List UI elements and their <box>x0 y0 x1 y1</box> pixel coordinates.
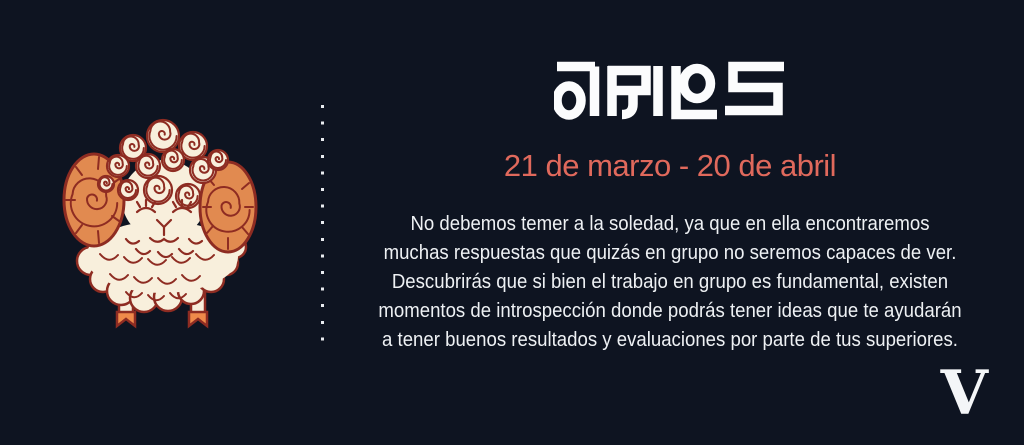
horoscope-line: a tener buenos resultados y evaluaciones por parte de tus superiores. <box>382 329 958 351</box>
horoscope-line: muchas respuestas que quizás en grupo no seremos capaces de ver. <box>383 242 957 264</box>
dotted-separator <box>321 105 324 343</box>
horoscope-line: No debemos temer a la soledad, ya que en ella encontraremos <box>410 213 930 235</box>
date-range: 21 de marzo - 20 de abril <box>503 148 837 183</box>
horoscope-line: Descubrirás que si bien el trabajo en grupo es fundamental, existen <box>391 271 949 293</box>
horoscope-line: momentos de introspección donde podrás tener ideas que te ayudarán <box>378 300 962 322</box>
v-brand-logo: V <box>940 357 988 429</box>
horoscope-text <box>372 210 967 355</box>
horoscope-content <box>350 0 990 445</box>
sign-title-logotype <box>554 57 786 121</box>
ram-icon <box>48 108 280 336</box>
